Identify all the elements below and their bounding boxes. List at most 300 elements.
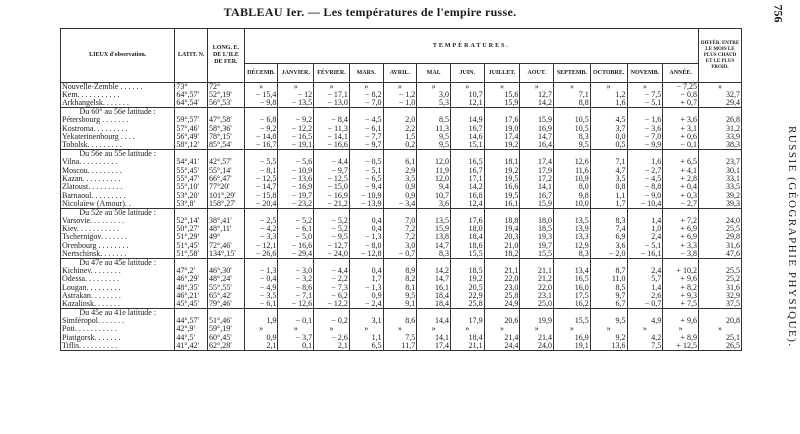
value-cell: 13,5 bbox=[554, 217, 591, 225]
longitude-cell: 58°,36' bbox=[208, 125, 245, 133]
longitude-cell: 66°,47' bbox=[208, 175, 245, 183]
empty-cell bbox=[278, 309, 314, 318]
value-cell: 13,9 bbox=[554, 225, 591, 233]
value-cell: 0,9 bbox=[383, 191, 417, 199]
value-cell: 7,4 bbox=[590, 225, 627, 233]
value-cell: 15,9 bbox=[520, 116, 554, 124]
value-cell: − 9,7 bbox=[314, 166, 350, 174]
value-cell: 33,9 bbox=[699, 133, 742, 141]
value-cell: » bbox=[278, 83, 314, 92]
value-cell: − 6,8 bbox=[244, 116, 278, 124]
value-cell: 8,3 bbox=[554, 250, 591, 259]
value-cell: − 8,4 bbox=[314, 116, 350, 124]
value-cell: 29,8 bbox=[699, 233, 742, 241]
latitude-cell: 55°,45' bbox=[175, 166, 208, 174]
value-cell: 14,1 bbox=[417, 334, 451, 342]
header-month: DÉCEMB. bbox=[244, 64, 278, 83]
empty-cell bbox=[208, 258, 245, 267]
location-name: Orenbourg . . . . . . . . bbox=[61, 242, 175, 250]
value-cell: 7,5 bbox=[627, 342, 663, 351]
value-cell: 0,4 bbox=[349, 225, 383, 233]
longitude-cell: 55°,55' bbox=[208, 283, 245, 291]
value-cell: 15,9 bbox=[520, 200, 554, 209]
value-cell: + 3,1 bbox=[663, 125, 699, 133]
value-cell: 2,0 bbox=[383, 116, 417, 124]
value-cell: − 12 bbox=[278, 91, 314, 99]
value-cell: + 3,6 bbox=[663, 116, 699, 124]
value-cell: − 5,1 bbox=[627, 242, 663, 250]
value-cell: 0,9 bbox=[244, 334, 278, 342]
value-cell: − 10,9 bbox=[278, 166, 314, 174]
page-title: TABLEAU Ier. — Les températures de l'empire russe. bbox=[223, 5, 517, 19]
empty-cell bbox=[278, 150, 314, 159]
header-month: AVRIL. bbox=[383, 64, 417, 83]
value-cell: 32,7 bbox=[699, 91, 742, 99]
longitude-cell: 59°,19' bbox=[208, 325, 245, 333]
value-cell: − 13,6 bbox=[278, 175, 314, 183]
value-cell: − 1,3 bbox=[349, 283, 383, 291]
value-cell: − 0,5 bbox=[349, 158, 383, 166]
value-cell: 33,5 bbox=[699, 183, 742, 191]
table-row bbox=[61, 250, 742, 259]
empty-cell bbox=[554, 108, 591, 117]
latitude-cell: 56°,49' bbox=[175, 133, 208, 141]
longitude-cell: 47°,58' bbox=[208, 116, 245, 124]
value-cell: 9,1 bbox=[383, 300, 417, 309]
header-temperatures: TEMPÉRATURES. bbox=[244, 29, 698, 64]
value-cell: 17,5 bbox=[554, 292, 591, 300]
value-cell: + 0,6 bbox=[663, 133, 699, 141]
value-cell: + 12,5 bbox=[663, 342, 699, 351]
group-row bbox=[61, 208, 742, 217]
latitude-cell: 58°,12' bbox=[175, 141, 208, 150]
value-cell: 25,5 bbox=[699, 267, 742, 275]
longitude-cell: 48°,24' bbox=[208, 275, 245, 283]
value-cell: − 16,1 bbox=[627, 250, 663, 259]
value-cell: − 8,6 bbox=[278, 283, 314, 291]
value-cell: 7,1 bbox=[554, 91, 591, 99]
value-cell: + 7,5 bbox=[663, 300, 699, 309]
value-cell: 16,1 bbox=[484, 200, 520, 209]
empty-cell bbox=[244, 258, 278, 267]
value-cell: 12,4 bbox=[450, 200, 484, 209]
value-cell: 8,8 bbox=[554, 99, 591, 108]
value-cell: − 9,8 bbox=[244, 99, 278, 108]
value-cell: 2,4 bbox=[627, 267, 663, 275]
value-cell: 19,7 bbox=[520, 242, 554, 250]
empty-cell bbox=[699, 150, 742, 159]
value-cell: 31,2 bbox=[699, 125, 742, 133]
value-cell: 15,5 bbox=[554, 317, 591, 325]
value-cell: 21,1 bbox=[450, 342, 484, 351]
value-cell: 11,0 bbox=[590, 275, 627, 283]
empty-cell bbox=[484, 108, 520, 117]
value-cell: 0,4 bbox=[349, 267, 383, 275]
value-cell: 1,7 bbox=[349, 275, 383, 283]
value-cell: − 4,9 bbox=[244, 283, 278, 291]
value-cell: 8,2 bbox=[383, 275, 417, 283]
empty-cell bbox=[450, 108, 484, 117]
value-cell: » bbox=[699, 325, 742, 333]
value-cell: − 16,9 bbox=[278, 183, 314, 191]
value-cell: 16,1 bbox=[417, 283, 451, 291]
latitude-cell: 55°,47' bbox=[175, 175, 208, 183]
empty-cell bbox=[208, 108, 245, 117]
value-cell: 8,3 bbox=[554, 133, 591, 141]
latitude-cell: 54°,41' bbox=[175, 158, 208, 166]
location-name: Kiev. . . . . . . . . . . bbox=[61, 225, 175, 233]
value-cell: 8,1 bbox=[383, 283, 417, 291]
value-cell: » bbox=[663, 325, 699, 333]
value-cell: 17,4 bbox=[520, 158, 554, 166]
value-cell: − 11,3 bbox=[314, 125, 350, 133]
table-row bbox=[61, 175, 742, 183]
location-name: Du 56e au 55e latitude : bbox=[61, 150, 175, 159]
longitude-cell: 38°,41' bbox=[208, 217, 245, 225]
location-name: Vilna. . . . . . . . . . bbox=[61, 158, 175, 166]
value-cell: 9,5 bbox=[554, 141, 591, 150]
value-cell: 8,7 bbox=[590, 267, 627, 275]
header-lieux: LIEUX d'observation. bbox=[61, 29, 175, 83]
value-cell: 18,8 bbox=[484, 217, 520, 225]
value-cell: − 19,1 bbox=[278, 141, 314, 150]
value-cell: 13,5 bbox=[417, 217, 451, 225]
longitude-cell: 62°,28' bbox=[208, 342, 245, 351]
empty-cell bbox=[663, 309, 699, 318]
value-cell: 8,0 bbox=[554, 183, 591, 191]
location-name: Arkhangelsk. . . . . . . bbox=[61, 99, 175, 108]
table-row bbox=[61, 283, 742, 291]
table-row bbox=[61, 125, 742, 133]
value-cell: 11,9 bbox=[417, 166, 451, 174]
location-name: Nouvelle-Zemble . . . . . . bbox=[61, 83, 175, 92]
empty-cell bbox=[383, 208, 417, 217]
value-cell: 19,3 bbox=[520, 233, 554, 241]
value-cell: 16,2 bbox=[554, 300, 591, 309]
empty-cell bbox=[520, 309, 554, 318]
value-cell: 4,5 bbox=[590, 116, 627, 124]
value-cell: » bbox=[417, 325, 451, 333]
value-cell: − 8,8 bbox=[627, 183, 663, 191]
value-cell: − 15,4 bbox=[244, 91, 278, 99]
empty-cell bbox=[590, 208, 627, 217]
value-cell: 22,0 bbox=[484, 275, 520, 283]
value-cell: 15,5 bbox=[450, 250, 484, 259]
location-name: Zlatoust. . . . . . . . . bbox=[61, 183, 175, 191]
value-cell: 8,5 bbox=[590, 283, 627, 291]
empty-cell bbox=[244, 150, 278, 159]
location-name: Tiflis. . . . . . . . . . bbox=[61, 342, 175, 351]
value-cell: 37,5 bbox=[699, 300, 742, 309]
longitude-cell: 79°,46' bbox=[208, 300, 245, 309]
empty-cell bbox=[314, 309, 350, 318]
value-cell: » bbox=[699, 83, 742, 92]
value-cell: 3,5 bbox=[383, 175, 417, 183]
latitude-cell: 50°,27' bbox=[175, 225, 208, 233]
page-number: 756 bbox=[771, 4, 786, 23]
table-row bbox=[61, 200, 742, 209]
empty-cell bbox=[383, 258, 417, 267]
value-cell: 19,5 bbox=[484, 175, 520, 183]
value-cell: 2,6 bbox=[627, 292, 663, 300]
value-cell: − 0,2 bbox=[314, 317, 350, 325]
value-cell: 18,2 bbox=[484, 250, 520, 259]
value-cell: − 5,5 bbox=[244, 158, 278, 166]
value-cell: 20,8 bbox=[699, 317, 742, 325]
table-row bbox=[61, 217, 742, 225]
value-cell: 9,4 bbox=[417, 183, 451, 191]
value-cell: 2,4 bbox=[627, 233, 663, 241]
value-cell: − 6,1 bbox=[278, 225, 314, 233]
value-cell: 10,7 bbox=[417, 191, 451, 199]
empty-cell bbox=[208, 208, 245, 217]
longitude-cell: 60°,45' bbox=[208, 334, 245, 342]
value-cell: » bbox=[383, 325, 417, 333]
empty-cell bbox=[175, 108, 208, 117]
header-month: OCTOBRE. bbox=[590, 64, 627, 83]
value-cell: 19,1 bbox=[554, 342, 591, 351]
empty-cell bbox=[417, 150, 451, 159]
empty-cell bbox=[349, 208, 383, 217]
value-cell: » bbox=[484, 325, 520, 333]
latitude-cell: 59°,57' bbox=[175, 116, 208, 124]
latitude-cell: 46°,29' bbox=[175, 275, 208, 283]
value-cell: 25,0 bbox=[520, 300, 554, 309]
empty-cell bbox=[383, 108, 417, 117]
value-cell: 6,1 bbox=[383, 158, 417, 166]
table-row bbox=[61, 225, 742, 233]
value-cell: − 9,5 bbox=[314, 233, 350, 241]
value-cell: 0,8 bbox=[590, 183, 627, 191]
value-cell: + 3,3 bbox=[663, 242, 699, 250]
value-cell: 11,6 bbox=[554, 166, 591, 174]
longitude-cell: 46°,30' bbox=[208, 267, 245, 275]
header-month: AOUT. bbox=[520, 64, 554, 83]
empty-cell bbox=[175, 258, 208, 267]
group-row bbox=[61, 150, 742, 159]
location-name: Tschernigov. . . . . . . bbox=[61, 233, 175, 241]
value-cell: » bbox=[520, 325, 554, 333]
empty-cell bbox=[484, 309, 520, 318]
value-cell: − 3,7 bbox=[278, 334, 314, 342]
value-cell: 18,4 bbox=[450, 334, 484, 342]
value-cell: 12,1 bbox=[450, 99, 484, 108]
value-cell: 3,7 bbox=[590, 125, 627, 133]
value-cell: − 2,5 bbox=[244, 217, 278, 225]
value-cell: − 10,9 bbox=[349, 191, 383, 199]
value-cell: − 9,7 bbox=[349, 141, 383, 150]
value-cell: 7,2 bbox=[383, 233, 417, 241]
value-cell: » bbox=[244, 83, 278, 92]
header-difference: DIFFÉR. ENTRE LE MOIS LE PLUS CHAUD ET LE PLUS FROID. bbox=[699, 29, 742, 83]
value-cell: 8,3 bbox=[417, 250, 451, 259]
value-cell: − 0,1 bbox=[278, 317, 314, 325]
table-row bbox=[61, 183, 742, 191]
value-cell: 47,6 bbox=[699, 250, 742, 259]
value-cell: 24,9 bbox=[484, 300, 520, 309]
table-row bbox=[61, 166, 742, 174]
empty-cell bbox=[244, 309, 278, 318]
empty-cell bbox=[314, 150, 350, 159]
value-cell: 8,5 bbox=[417, 116, 451, 124]
value-cell: 18,1 bbox=[484, 158, 520, 166]
value-cell: 0,9 bbox=[349, 292, 383, 300]
value-cell: − 3,8 bbox=[663, 250, 699, 259]
value-cell: » bbox=[314, 83, 350, 92]
value-cell: − 1,6 bbox=[627, 116, 663, 124]
value-cell: » bbox=[590, 325, 627, 333]
value-cell: − 14,8 bbox=[244, 133, 278, 141]
empty-cell bbox=[278, 108, 314, 117]
latitude-cell: 51°,29' bbox=[175, 233, 208, 241]
value-cell: 25,8 bbox=[484, 292, 520, 300]
location-name: Piatigorsk. . . . . . . bbox=[61, 334, 175, 342]
table-row bbox=[61, 292, 742, 300]
value-cell: − 16,6 bbox=[278, 242, 314, 250]
location-name: Astrakan. . . . . . . . bbox=[61, 292, 175, 300]
location-name: Kem. . . . . . . . . . . bbox=[61, 91, 175, 99]
value-cell: 7,1 bbox=[590, 158, 627, 166]
empty-cell bbox=[590, 108, 627, 117]
value-cell: 6,7 bbox=[590, 300, 627, 309]
value-cell: » bbox=[590, 83, 627, 92]
value-cell: 25,1 bbox=[699, 334, 742, 342]
value-cell: 18,4 bbox=[417, 300, 451, 309]
value-cell: − 7,0 bbox=[627, 133, 663, 141]
value-cell: 17,4 bbox=[417, 342, 451, 351]
empty-cell bbox=[383, 309, 417, 318]
table-row bbox=[61, 191, 742, 199]
value-cell: 0,9 bbox=[383, 183, 417, 191]
latitude-cell: 55°,10' bbox=[175, 183, 208, 191]
value-cell: − 5,0 bbox=[278, 233, 314, 241]
value-cell: 23,7 bbox=[699, 158, 742, 166]
value-cell: − 9,0 bbox=[627, 191, 663, 199]
header-month: NOVEMB. bbox=[627, 64, 663, 83]
value-cell: − 7,7 bbox=[349, 133, 383, 141]
value-cell: 20,5 bbox=[450, 283, 484, 291]
value-cell: − 0,7 bbox=[627, 300, 663, 309]
value-cell: 24,0 bbox=[699, 217, 742, 225]
value-cell: − 4,5 bbox=[349, 116, 383, 124]
value-cell: 1,6 bbox=[590, 99, 627, 108]
value-cell: − 10,4 bbox=[627, 200, 663, 209]
value-cell: 14,9 bbox=[450, 116, 484, 124]
value-cell: + 9,3 bbox=[663, 292, 699, 300]
value-cell: − 0,7 bbox=[383, 250, 417, 259]
value-cell: − 3,4 bbox=[383, 200, 417, 209]
value-cell: 7,0 bbox=[383, 217, 417, 225]
latitude-cell: 53°,8' bbox=[175, 200, 208, 209]
value-cell: 16,7 bbox=[450, 166, 484, 174]
value-cell: 20,3 bbox=[484, 233, 520, 241]
value-cell: 17,6 bbox=[450, 217, 484, 225]
value-cell: 29,4 bbox=[699, 99, 742, 108]
table-row bbox=[61, 334, 742, 342]
location-name: Du 45e au 41e latitude : bbox=[61, 309, 175, 318]
empty-cell bbox=[699, 108, 742, 117]
value-cell: 2,1 bbox=[244, 342, 278, 351]
value-cell: 14,7 bbox=[417, 275, 451, 283]
value-cell: » bbox=[627, 83, 663, 92]
value-cell: 1,2 bbox=[590, 91, 627, 99]
value-cell: 38,3 bbox=[699, 141, 742, 150]
value-cell: 24,0 bbox=[520, 342, 554, 351]
value-cell: 20,6 bbox=[484, 317, 520, 325]
value-cell: 14,7 bbox=[520, 133, 554, 141]
empty-cell bbox=[627, 258, 663, 267]
value-cell: 3,6 bbox=[417, 200, 451, 209]
value-cell: 14,6 bbox=[450, 133, 484, 141]
header-month: JANVIER. bbox=[278, 64, 314, 83]
longitude-cell: 78°,15' bbox=[208, 133, 245, 141]
running-head: RUSSIE (GÉOGRAPHIE PHYSIQUE). bbox=[786, 126, 798, 348]
empty-cell bbox=[484, 150, 520, 159]
latitude-cell: 52°,14' bbox=[175, 217, 208, 225]
value-cell: 21,1 bbox=[484, 267, 520, 275]
value-cell: 6,5 bbox=[349, 342, 383, 351]
latitude-cell: 45°,45' bbox=[175, 300, 208, 309]
empty-cell bbox=[520, 108, 554, 117]
value-cell: » bbox=[314, 325, 350, 333]
value-cell: − 6,1 bbox=[244, 300, 278, 309]
value-cell: − 29,4 bbox=[278, 250, 314, 259]
header-month: JUILLET. bbox=[484, 64, 520, 83]
value-cell: 1,4 bbox=[627, 217, 663, 225]
value-cell: 0,4 bbox=[349, 217, 383, 225]
value-cell: 7,2 bbox=[383, 225, 417, 233]
value-cell: 18,6 bbox=[450, 242, 484, 250]
value-cell: 12,9 bbox=[554, 242, 591, 250]
longitude-cell: 56°,53' bbox=[208, 99, 245, 108]
value-cell: 14,4 bbox=[417, 317, 451, 325]
longitude-cell: 52°,19' bbox=[208, 91, 245, 99]
value-cell: 24,4 bbox=[484, 342, 520, 351]
value-cell: 12,6 bbox=[554, 158, 591, 166]
value-cell: − 6,5 bbox=[349, 175, 383, 183]
location-name: Nertschinsk. . . . . . . bbox=[61, 250, 175, 259]
value-cell: + 2,8 bbox=[663, 175, 699, 183]
empty-cell bbox=[484, 208, 520, 217]
table-row bbox=[61, 233, 742, 241]
value-cell: » bbox=[383, 83, 417, 92]
value-cell: 18,0 bbox=[450, 225, 484, 233]
value-cell: − 14,7 bbox=[244, 183, 278, 191]
value-cell: 12,0 bbox=[417, 158, 451, 166]
location-name: Lougan. . . . . . . . . bbox=[61, 283, 175, 291]
empty-cell bbox=[484, 258, 520, 267]
longitude-cell: 72° bbox=[208, 83, 245, 92]
location-name: Odessa. . . . . . . . . bbox=[61, 275, 175, 283]
value-cell: 25,8 bbox=[450, 300, 484, 309]
value-cell: » bbox=[278, 325, 314, 333]
value-cell: − 3,6 bbox=[627, 125, 663, 133]
location-name: Nicolaïew (Amour). . bbox=[61, 200, 175, 209]
longitude-cell: 65°,42' bbox=[208, 292, 245, 300]
value-cell: 33,1 bbox=[699, 175, 742, 183]
value-cell: 9,5 bbox=[590, 317, 627, 325]
value-cell: 16,4 bbox=[520, 141, 554, 150]
value-cell: 1,1 bbox=[590, 191, 627, 199]
location-name: Pétersbourg . . . . . . . bbox=[61, 116, 175, 124]
value-cell: 15,6 bbox=[484, 91, 520, 99]
empty-cell bbox=[663, 150, 699, 159]
empty-cell bbox=[663, 258, 699, 267]
value-cell: − 13,5 bbox=[278, 99, 314, 108]
longitude-cell: 48°,11' bbox=[208, 225, 245, 233]
table-row bbox=[61, 275, 742, 283]
value-cell: − 8,0 bbox=[349, 242, 383, 250]
